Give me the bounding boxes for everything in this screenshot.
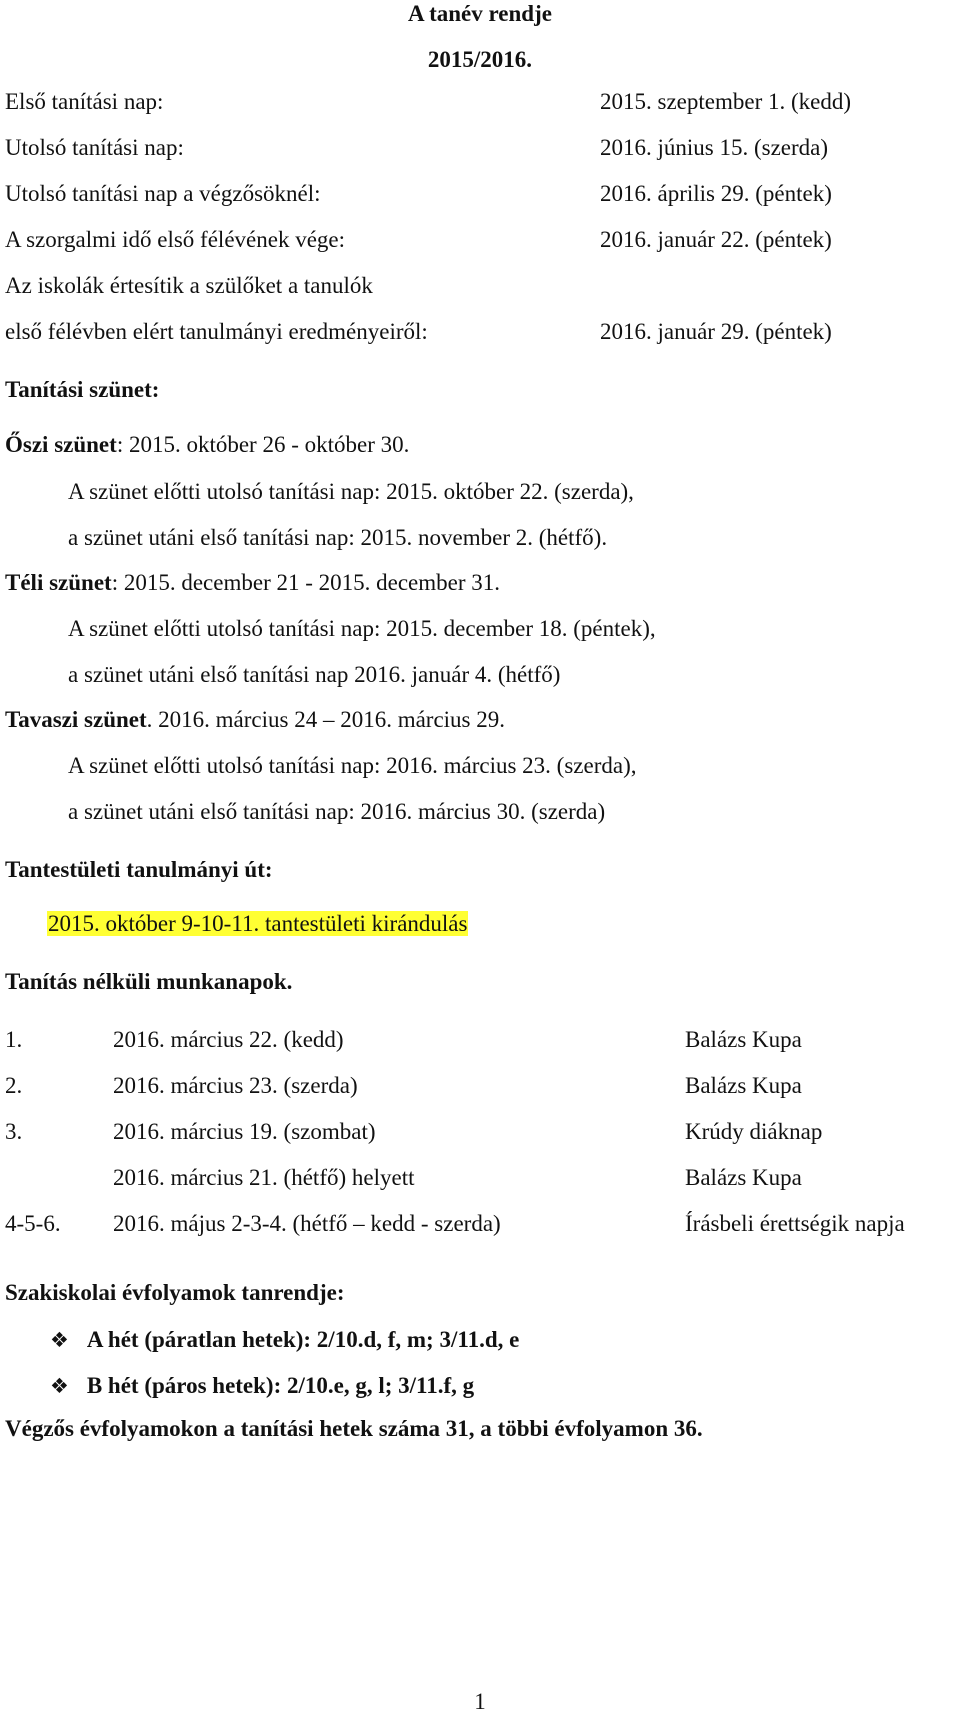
row-event: Balázs Kupa [685,1073,802,1098]
row-date: 2016. március 23. (szerda) [113,1073,358,1098]
row-date: 2016. március 19. (szombat) [113,1119,376,1144]
row-event: Írásbeli érettségik napja [685,1211,905,1236]
list-item [50,1328,519,1351]
week-a-schedule: A hét (páratlan hetek): 2/10.d, f, m; 3/11.d, e [86,1327,520,1352]
workdays-heading: Tanítás nélküli munkanapok. [5,969,293,994]
diamond-bullet-icon: ❖ [50,1374,69,1398]
winter-break-range: : 2015. december 21 - 2015. december 31. [111,570,501,595]
row-number: 3. [5,1119,23,1144]
key-date-value: 2016. április 29. (péntek) [600,181,832,206]
spring-first-day: a szünet utáni első tanítási nap: 2016. március 30. (szerda) [68,799,606,824]
autumn-break-range: : 2015. október 26 - október 30. [116,432,410,457]
vocational-heading: Szakiskolai évfolyamok tanrendje: [5,1280,345,1305]
autumn-break-name: Őszi szünet [5,432,117,457]
autumn-last-day: A szünet előtti utolsó tanítási nap: 2015. október 22. (szerda), [68,479,634,504]
key-date-label: Utolsó tanítási nap a végzősöknél: [5,181,321,206]
row-number: 4-5-6. [5,1211,61,1236]
row-event: Balázs Kupa [685,1165,802,1190]
row-date: 2016. május 2-3-4. (hétfő – kedd - szerda) [113,1211,501,1236]
key-date-label: Az iskolák értesítik a szülőket a tanulók [5,273,373,298]
autumn-first-day: a szünet utáni első tanítási nap: 2015. november 2. (hétfő). [68,525,608,550]
row-event: Krúdy diáknap [685,1119,823,1144]
winter-break [5,571,500,594]
spring-last-day: A szünet előtti utolsó tanítási nap: 2016. március 23. (szerda), [68,753,637,778]
autumn-break [5,433,409,456]
list-item [50,1374,474,1397]
school-year: 2015/2016. [427,47,533,72]
row-event: Balázs Kupa [685,1027,802,1052]
week-b-schedule: B hét (páros hetek): 2/10.e, g, l; 3/11.f, g [86,1373,475,1398]
staff-trip-heading: Tantestületi tanulmányi út: [5,857,273,882]
spring-break-range: . 2016. március 24 – 2016. március 29. [146,707,506,732]
footer-note: Végzős évfolyamokon a tanítási hetek száma 31, a többi évfolyamon 36. [5,1416,703,1441]
staff-trip-highlight: 2015. október 9-10-11. tantestületi kirándulás [48,911,468,936]
page-number: 1 [474,1689,486,1714]
winter-first-day: a szünet utáni első tanítási nap 2016. január 4. (hétfő) [68,662,561,687]
key-date-value: 2015. szeptember 1. (kedd) [600,89,852,114]
key-date-label: Utolsó tanítási nap: [5,135,184,160]
key-date-label: A szorgalmi idő első félévének vége: [5,227,346,252]
key-date-value: 2016. január 29. (péntek) [600,319,832,344]
staff-trip-text [47,912,468,935]
key-date-value: 2016. január 22. (péntek) [600,227,832,252]
key-date-value: 2016. június 15. (szerda) [600,135,829,160]
winter-break-name: Téli szünet [5,570,112,595]
winter-last-day: A szünet előtti utolsó tanítási nap: 2015. december 18. (péntek), [68,616,656,641]
key-date-label: első félévben elért tanulmányi eredményeiről: [5,319,428,344]
row-date: 2016. március 21. (hétfő) helyett [113,1165,415,1190]
row-number: 2. [5,1073,23,1098]
row-date: 2016. március 22. (kedd) [113,1027,344,1052]
breaks-heading: Tanítási szünet: [5,377,160,402]
row-number: 1. [5,1027,23,1052]
key-date-label: Első tanítási nap: [5,89,164,114]
spring-break [5,708,505,731]
page-title: A tanév rendje [408,1,552,26]
diamond-bullet-icon: ❖ [50,1328,69,1352]
spring-break-name: Tavaszi szünet [5,707,147,732]
